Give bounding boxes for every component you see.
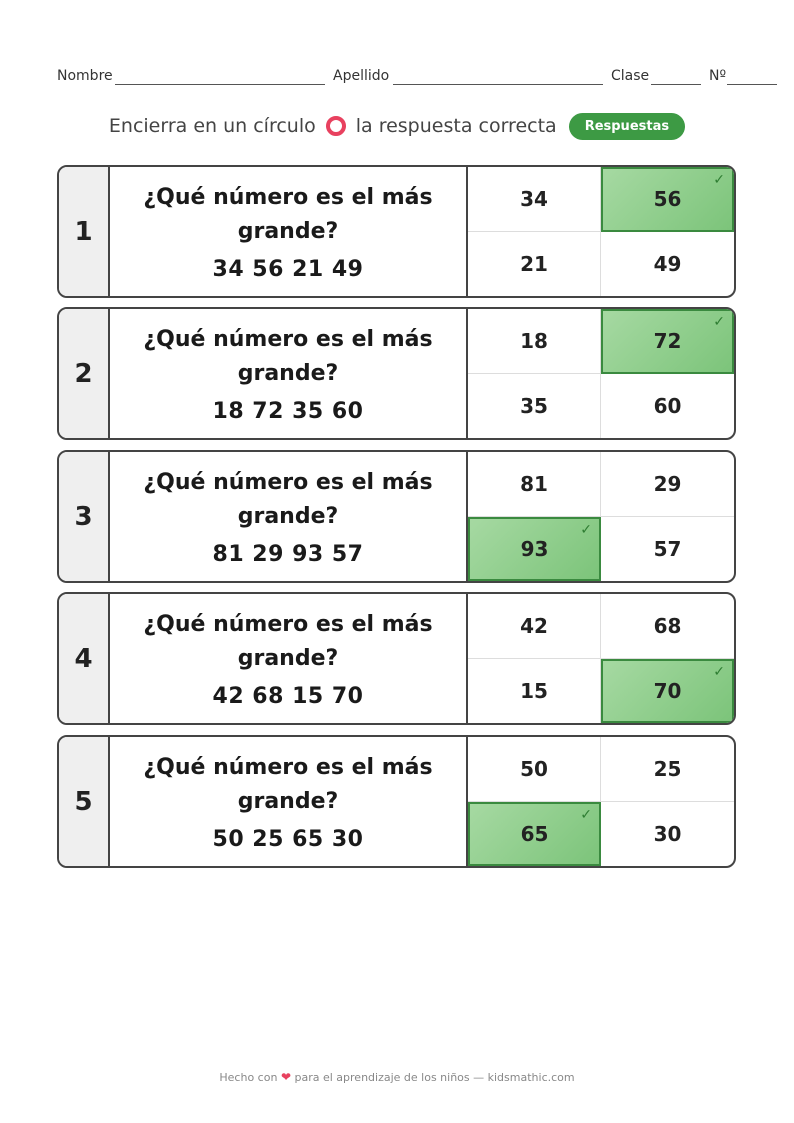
answer-option-correct[interactable]: [601, 167, 734, 232]
apellido-label: Apellido: [333, 68, 390, 84]
answer-value: 30: [653, 821, 682, 846]
answer-option-correct[interactable]: [601, 309, 734, 374]
answer-option[interactable]: [468, 309, 601, 374]
number-set: 34 56 21 49: [212, 257, 364, 282]
question-card: [57, 592, 736, 725]
question-body: [110, 737, 468, 866]
question-body: [110, 167, 468, 296]
answer-option[interactable]: [468, 737, 601, 802]
number-set: 18 72 35 60: [212, 399, 364, 424]
answer-value: 34: [520, 186, 548, 211]
answer-option-correct[interactable]: [601, 659, 734, 724]
question-text: ¿Qué número es el más grande?: [143, 185, 433, 244]
answers-button[interactable]: Respuestas: [569, 113, 685, 140]
answer-value: 57: [653, 536, 682, 561]
nombre-field[interactable]: [57, 68, 113, 84]
answer-option[interactable]: [468, 452, 601, 517]
answer-value: 93: [520, 536, 549, 561]
question-body: [110, 594, 468, 723]
question-text: ¿Qué número es el más grande?: [143, 470, 433, 529]
answer-option-correct[interactable]: [468, 517, 601, 582]
footer-text-after: para el aprendizaje de los niños — kidsmathic.com: [294, 1071, 575, 1084]
answer-value: 72: [653, 329, 682, 354]
answer-value: 42: [520, 613, 548, 638]
question-body: [110, 309, 468, 438]
clase-label: Clase: [611, 68, 650, 84]
check-icon: ✓: [713, 172, 725, 188]
apellido-field[interactable]: [333, 68, 389, 84]
answer-option-correct[interactable]: [468, 802, 601, 867]
apellido-line: [393, 84, 603, 85]
question-card: [57, 307, 736, 440]
answer-option[interactable]: [601, 802, 734, 867]
student-info-header: [57, 68, 777, 88]
clase-field[interactable]: [611, 68, 649, 84]
answer-grid: [468, 309, 734, 438]
answer-value: 70: [653, 678, 682, 703]
instruction-text-before: Encierra en un círculo: [108, 115, 316, 137]
question-number: 5: [59, 737, 110, 866]
question-card: [57, 450, 736, 583]
answer-option[interactable]: [468, 374, 601, 439]
number-set: 42 68 15 70: [212, 684, 364, 709]
question-number: 1: [59, 167, 110, 296]
check-icon: ✓: [713, 663, 725, 680]
answer-option[interactable]: [468, 594, 601, 659]
number-set: 81 29 93 57: [212, 542, 364, 567]
answer-option[interactable]: [601, 517, 734, 582]
question-text: ¿Qué número es el más grande?: [143, 612, 433, 671]
answer-option[interactable]: [601, 452, 734, 517]
numero-line: [727, 84, 777, 85]
number-set: 50 25 65 30: [212, 827, 364, 852]
question-number: 4: [59, 594, 110, 723]
answer-option[interactable]: [601, 232, 734, 297]
check-icon: ✓: [580, 521, 592, 538]
footer-text-before: Hecho con: [219, 1071, 278, 1084]
answer-value: 18: [520, 328, 548, 353]
answer-value: 50: [520, 756, 548, 781]
heart-icon: ❤: [280, 1070, 291, 1084]
numero-field[interactable]: [709, 68, 726, 84]
answer-value: 68: [653, 613, 682, 638]
answer-option[interactable]: [468, 232, 601, 297]
clase-line: [651, 84, 701, 85]
answer-option[interactable]: [601, 374, 734, 439]
answer-value: 49: [653, 251, 682, 276]
numero-label: Nº: [709, 68, 727, 84]
answer-option[interactable]: [601, 594, 734, 659]
answer-value: 25: [653, 756, 682, 781]
footer: [0, 1070, 794, 1084]
answer-value: 15: [520, 678, 548, 703]
question-card: [57, 735, 736, 868]
question-card: [57, 165, 736, 298]
answer-value: 81: [520, 471, 548, 496]
answer-grid: [468, 737, 734, 866]
answer-value: 65: [520, 821, 549, 846]
answer-option[interactable]: [468, 659, 601, 724]
answer-option[interactable]: [468, 167, 601, 232]
question-text: ¿Qué número es el más grande?: [143, 755, 433, 814]
answer-value: 56: [653, 187, 682, 212]
question-body: [110, 452, 468, 581]
answer-value: 21: [520, 251, 548, 276]
answer-value: 35: [520, 393, 548, 418]
answer-value: 29: [653, 471, 682, 496]
instructions: [0, 112, 794, 140]
answer-grid: [468, 452, 734, 581]
answer-value: 60: [653, 393, 682, 418]
question-text: ¿Qué número es el más grande?: [143, 327, 433, 386]
answer-grid: [468, 167, 734, 296]
question-number: 3: [59, 452, 110, 581]
check-icon: ✓: [580, 806, 592, 823]
nombre-line: [115, 84, 325, 85]
circle-icon: [326, 116, 346, 136]
nombre-label: Nombre: [57, 68, 113, 84]
instruction-text-after: la respuesta correcta: [355, 115, 557, 137]
answer-option[interactable]: [601, 737, 734, 802]
answer-grid: [468, 594, 734, 723]
check-icon: ✓: [713, 314, 725, 330]
question-number: 2: [59, 309, 110, 438]
